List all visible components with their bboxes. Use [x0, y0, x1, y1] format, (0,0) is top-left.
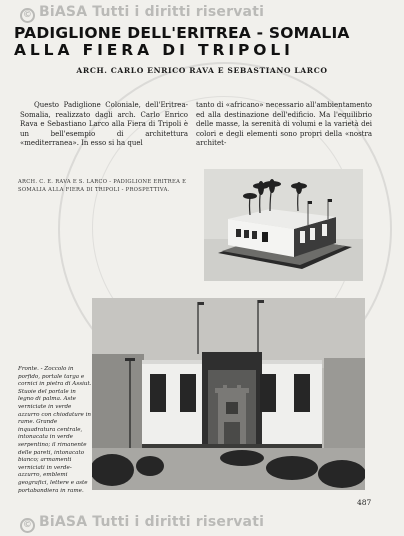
pavilion-front-photo — [92, 298, 365, 490]
front-facade-illustration — [92, 298, 365, 490]
page-number: 487 — [357, 498, 372, 507]
copyright-watermark-top: © BiASA Tutti i diritti riservati — [20, 4, 264, 23]
body-column-right: tanto di «africano» necessario all'ambientamento ed alla destinazione dell'edificio. Ma l'equilibrio delle masse, la serenità di volumi e la varietà dei colori e degli elementi sono propri della «nostra architet- — [196, 101, 372, 147]
copyright-icon: © — [20, 8, 35, 23]
perspective-photo-caption: ARCH. C. E. RAVA E S. LARCO - PADIGLIONE ERITREA E SOMALIA ALLA FIERA DI TRIPOLI - PROSPETTIVA. — [18, 179, 187, 193]
body-column-left: Questo Padiglione Coloniale, dell'Eritrea-Somalia, realizzato dagli arch. Carlo Enrico Rava e Sebastiano Larco alla Fiera di Tripoli è un bell'esempio di architettura «mediterranea». In esso si ha quel — [20, 101, 188, 147]
pavilion-perspective-photo — [204, 169, 363, 281]
architects-byline: ARCH. CARLO ENRICO RAVA E SEBASTIANO LARCO — [76, 66, 328, 75]
article-title-line-2: ALLA FIERA DI TRIPOLI — [14, 41, 294, 59]
copyright-watermark-bottom: © BiASA Tutti i diritti riservati — [20, 514, 264, 533]
article-title-line-1: PADIGLIONE DELL'ERITREA - SOMALIA — [14, 24, 350, 42]
perspective-illustration — [204, 169, 363, 281]
front-photo-caption: Fronte. - Zoccolo in porfido, portale targa e cornici in pietra di Assiut. Stuoie del portale in legno di palma. Aste verniciate in verde azzurro con chiodature in rame. Grande inquadratura centrale, intonacata in verde serpentino; il rimanente delle pareti, intonacato bianco; armamenti verniciati in verde-azzurro, emblemi geografici, lettere e aste portabandiera in rame. — [18, 366, 92, 494]
copyright-icon: © — [20, 518, 35, 533]
